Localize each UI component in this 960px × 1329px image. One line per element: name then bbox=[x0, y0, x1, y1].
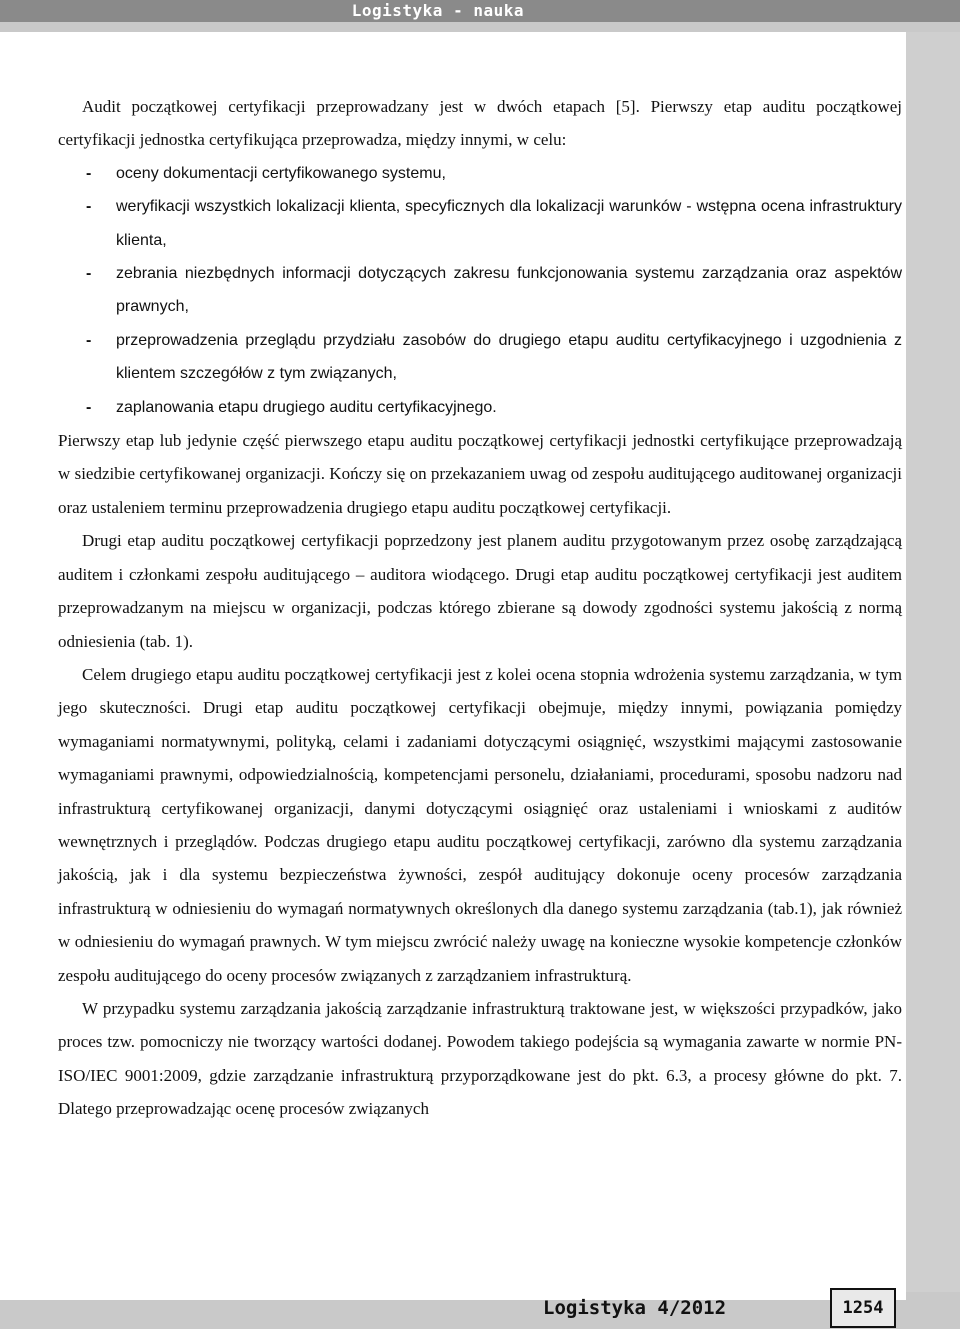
list-item-text: zaplanowania etapu drugiego auditu certyfikacyjnego. bbox=[116, 398, 497, 416]
list-item bbox=[58, 257, 902, 324]
list-item-text: oceny dokumentacji certyfikowanego systemu, bbox=[116, 164, 446, 182]
page-number: 1254 bbox=[830, 1288, 896, 1328]
list-item-text: weryfikacji wszystkich lokalizacji klienta, specyficznych dla lokalizacji warunków - wstępna ocena infrastruktury klienta, bbox=[116, 198, 902, 249]
list-item-text: przeprowadzenia przeglądu przydziału zasobów do drugiego etapu auditu certyfikacyjnego i uzgodnienia z klientem szczegółów z tym związanych, bbox=[116, 331, 902, 383]
body-paragraph: Pierwszy etap lub jedynie część pierwszego etapu auditu początkowej certyfikacji jednostki certyfikujące przeprowadzają w siedzibie certyfikowanej organizacji. Kończy się on przekazaniem uwag od zespołu auditującego auditowanej organizacji oraz ustaleniem terminu przeprowadzenia drugiego etapu auditu początkowej certyfikacji. bbox=[58, 431, 902, 517]
list-item bbox=[58, 157, 902, 190]
list-item bbox=[58, 324, 902, 391]
list-dash: - bbox=[86, 198, 92, 216]
list-dash: - bbox=[86, 398, 92, 416]
list-dash: - bbox=[86, 164, 92, 182]
list-dash: - bbox=[86, 265, 92, 283]
list-item bbox=[58, 190, 902, 257]
journal-issue-label: Logistyka 4/2012 bbox=[543, 1297, 727, 1319]
intro-paragraph: Audit początkowej certyfikacji przeprowadzany jest w dwóch etapach [5]. Pierwszy etap auditu początkowej certyfikacji jednostka certyfikująca przeprowadza, między innymi, w celu: bbox=[58, 97, 902, 150]
running-header-title: Logistyka - nauka bbox=[351, 1, 524, 20]
body-paragraph: W przypadku systemu zarządzania jakością zarządzanie infrastrukturą traktowane jest, w większości przypadków, jako proces tzw. pomocniczy nie tworzący wartości dodanej. Powodem takiego podejścia są wymagania zawarte w normie PN-ISO/IEC 9001:2009, gdzie zarządzanie infrastrukturą przyporządkowane jest do pkt. 6.3, a procesy główne do pkt. 7. Dlatego przeprowadzając ocenę procesów związanych bbox=[58, 998, 902, 1119]
audit-purpose-list bbox=[58, 157, 902, 424]
page-margin-strip bbox=[906, 32, 960, 1292]
list-item-text: zebrania niezbędnych informacji dotyczących zakresu funkcjonowania systemu zarządzania oraz aspektów prawnych, bbox=[116, 265, 902, 316]
document-body bbox=[58, 90, 902, 1126]
body-paragraph: Drugi etap auditu początkowej certyfikacji poprzedzony jest planem auditu przygotowanym przez osobę zarządzającą auditem i członkami zespołu auditującego – auditora wiodącego. Drugi etap auditu początkowej certyfikacji jest auditem przeprowadzanym na miejscu w organizacji, podczas którego zbierane są dowody zgodności systemu jakością z normą odniesienia (tab. 1). bbox=[58, 531, 902, 651]
list-dash: - bbox=[86, 331, 92, 349]
body-paragraph: Celem drugiego etapu auditu początkowej certyfikacji jest z kolei ocena stopnia wdrożenia systemu zarządzania, w tym jego skuteczności. Drugi etap auditu początkowej certyfikacji obejmuje, między innymi, powiązania pomiędzy wymaganiami normatywnymi, polityką, celami i zadaniami dotyczącymi osiągnięć, wszystkimi mającymi zastosowanie wymaganiami prawnymi, odpowiedzialnością, kompetencjami personelu, działaniami, procedurami, sposobu nadzoru nad infrastrukturą certyfikowanej organizacji, danymi dotyczącymi osiągnięć oraz ustaleniami i wnioskami z auditów wewnętrznych i przeglądów. Podczas drugiego etapu auditu początkowej certyfikacji, zarówno dla systemu zarządzania jakością, jak i dla systemu bezpieczeństwa żywności, zespół auditujący dokonuje oceny procesów zarządzania infrastrukturą w odniesieniu do wymagań normatywnych określonych dla danego systemu zarządzania (tab.1), jak również w odniesieniu do wymagań prawnych. W tym miejscu zwrócić należy uwagę na konieczne wysokie kompetencje członków zespołu auditującego do oceny procesów związanych z zarządzaniem infrastrukturą. bbox=[58, 664, 902, 985]
header-bar bbox=[0, 0, 960, 22]
footer-bar bbox=[0, 1300, 960, 1329]
list-item bbox=[58, 391, 902, 424]
